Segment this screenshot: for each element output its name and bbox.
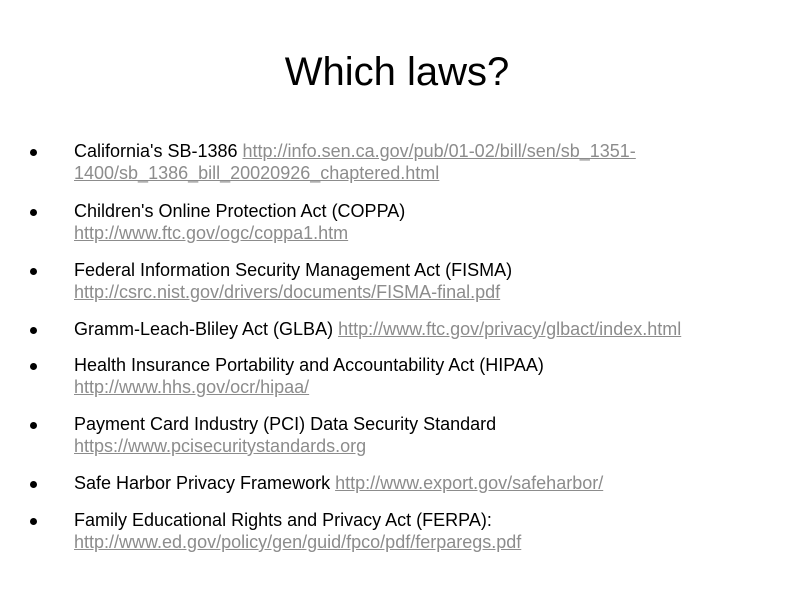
law-link[interactable]: http://www.hhs.gov/ocr/hipaa/	[74, 377, 310, 397]
law-name: Payment Card Industry (PCI) Data Security Standard	[74, 414, 497, 434]
law-link[interactable]: http://www.ftc.gov/ogc/coppa1.htm	[74, 223, 349, 243]
list-item-text	[74, 318, 768, 340]
bullet-icon	[30, 518, 37, 525]
bullet-icon	[30, 209, 37, 216]
list-item-text	[74, 354, 768, 398]
law-link[interactable]: http://www.export.gov/safeharbor/	[335, 473, 604, 493]
law-name: Children's Online Protection Act (COPPA)	[74, 201, 406, 221]
slide-title: Which laws?	[284, 50, 510, 94]
law-name: Safe Harbor Privacy Framework	[74, 473, 336, 493]
law-link[interactable]: http://csrc.nist.gov/drivers/documents/FISMA-final.pdf	[74, 282, 501, 302]
law-link[interactable]: http://www.ftc.gov/privacy/glbact/index.html	[338, 319, 682, 339]
list-item-text	[74, 413, 768, 457]
law-name: Family Educational Rights and Privacy Act (FERPA):	[74, 510, 492, 530]
bullet-icon	[30, 363, 37, 370]
list-item-text	[74, 509, 768, 553]
bullet-icon	[30, 481, 37, 488]
law-name: Health Insurance Portability and Accountability Act (HIPAA)	[74, 355, 544, 375]
list-item-text	[74, 472, 768, 494]
law-link[interactable]: https://www.pcisecuritystandards.org	[74, 436, 367, 456]
law-name: Gramm-Leach-Bliley Act (GLBA)	[74, 319, 339, 339]
bullet-icon	[30, 422, 37, 429]
bullet-icon	[30, 327, 37, 334]
list-item-text	[74, 140, 768, 184]
law-link[interactable]: http://www.ed.gov/policy/gen/guid/fpco/pdf/ferparegs.pdf	[74, 532, 522, 552]
list-item-text	[74, 200, 768, 244]
bullet-icon	[30, 268, 37, 275]
law-name: Federal Information Security Management Act (FISMA)	[74, 260, 513, 280]
bullet-icon	[30, 149, 37, 156]
list-item-text	[74, 259, 768, 303]
law-name: California's SB-1386	[74, 141, 243, 161]
law-link[interactable]: http://info.sen.ca.gov/pub/01-02/bill/sen/sb_1351-1400/sb_1386_bill_20020926_chaptered.html	[74, 141, 636, 183]
